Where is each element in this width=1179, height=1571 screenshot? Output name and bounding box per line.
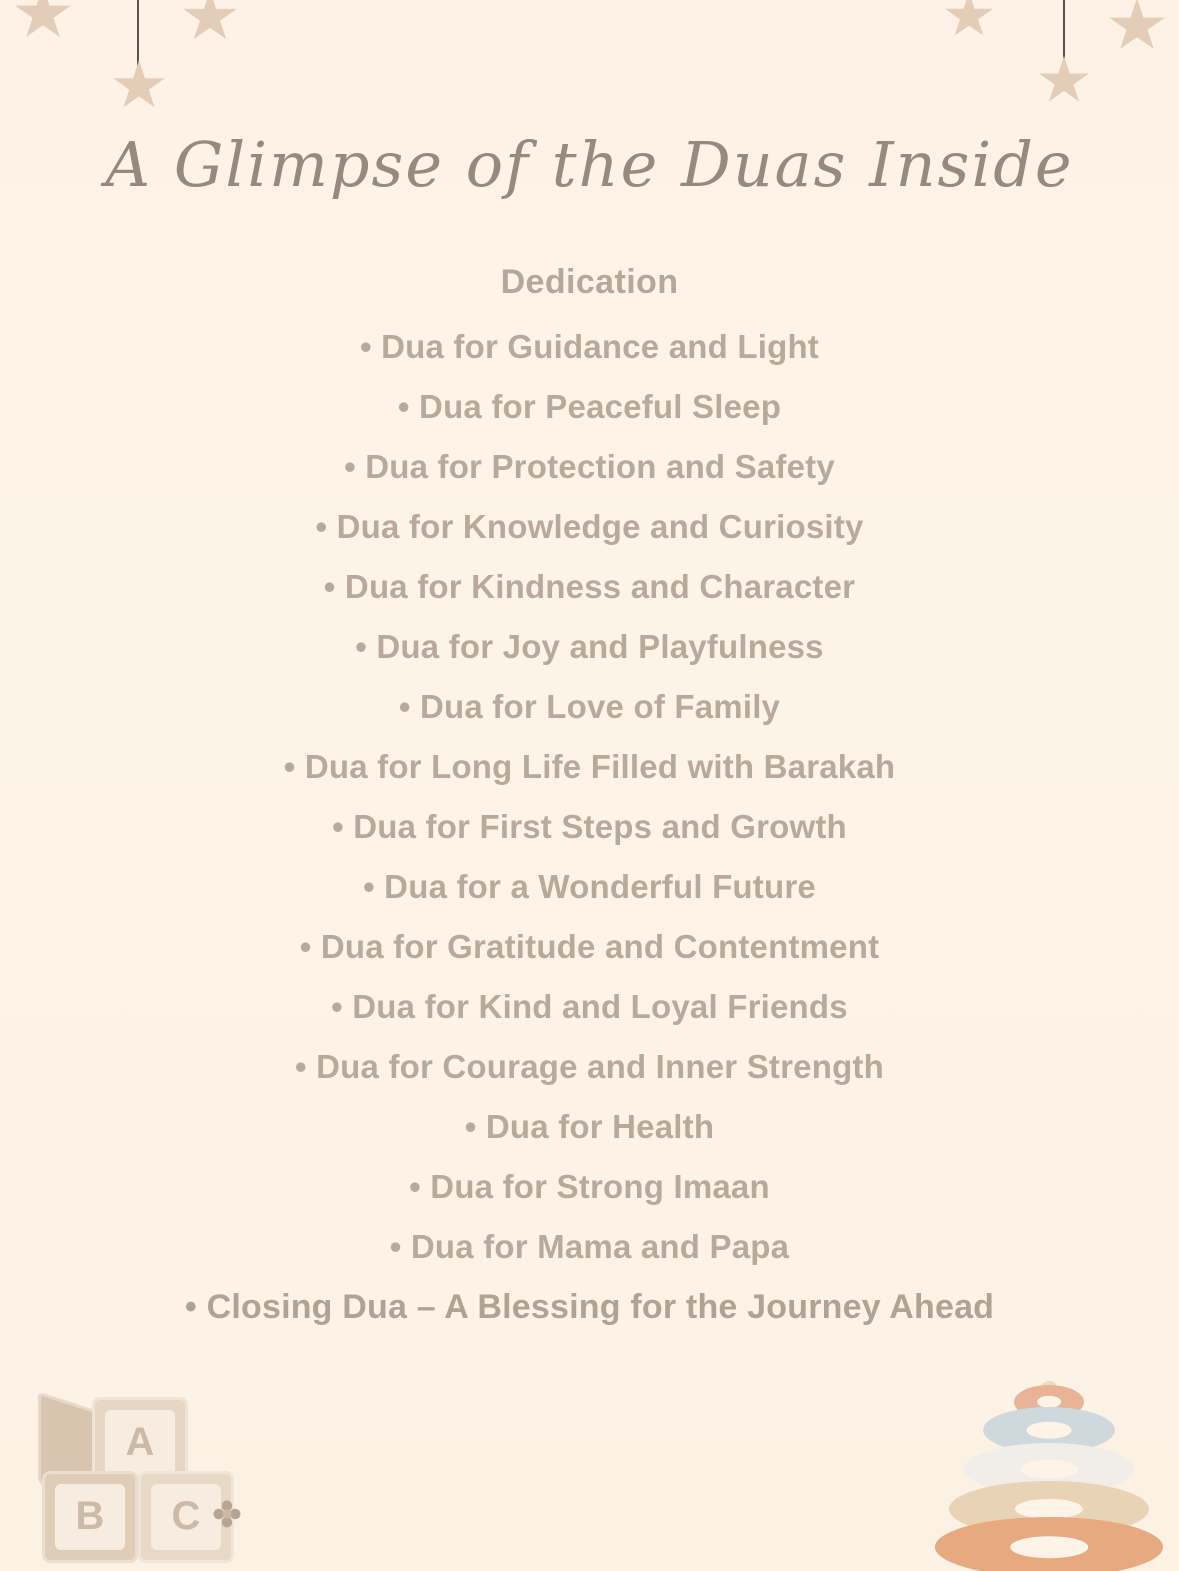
list-item: • Closing Dua – A Blessing for the Journey Ahead — [184, 1287, 995, 1326]
block-letter-b-label: B — [55, 1484, 124, 1550]
string-line — [1063, 0, 1065, 62]
contents-section — [0, 262, 1179, 1337]
page-title: A Glimpse of the Duas Inside — [105, 128, 1074, 201]
list-item: • Dua for Guidance and Light — [360, 327, 819, 365]
list-item: • Dua for Love of Family — [398, 687, 781, 725]
list-item: • Dua for Peaceful Sleep — [397, 387, 782, 425]
list-item: • Dua for Long Life Filled with Barakah — [283, 747, 896, 785]
star-icon — [112, 60, 166, 112]
list-item: • Dua for Kind and Loyal Friends — [331, 987, 848, 1025]
star-icon — [944, 0, 994, 40]
list-item: • Dua for Knowledge and Curiosity — [315, 507, 864, 545]
string-line — [137, 0, 139, 66]
list-item: • Dua for Gratitude and Contentment — [299, 927, 880, 965]
list-item: • Dua for Courage and Inner Strength — [295, 1047, 884, 1085]
block-letter-b — [42, 1471, 138, 1563]
ring-5 — [935, 1517, 1163, 1571]
stacking-rings-illustration — [929, 1341, 1169, 1571]
list-item: • Dua for Strong Imaan — [409, 1167, 770, 1205]
ring-hole — [1010, 1536, 1088, 1558]
list-item: • Dua for Kindness and Character — [323, 567, 856, 605]
star-icon — [1038, 56, 1090, 106]
star-icon — [182, 0, 238, 44]
list-item: • Dua for First Steps and Growth — [332, 807, 847, 845]
section-heading-dedication: Dedication — [500, 263, 679, 301]
list-item: • Dua for Joy and Playfulness — [355, 627, 824, 665]
dua-list — [0, 317, 1179, 1337]
list-item: • Dua for Protection and Safety — [344, 447, 835, 485]
star-icon — [1108, 0, 1166, 54]
list-item: • Dua for a Wonderful Future — [363, 867, 816, 905]
ring-hole — [1020, 1460, 1078, 1479]
block-letter-c-label: C — [151, 1484, 220, 1550]
list-item: • Dua for Health — [464, 1107, 715, 1145]
block-letter-a-label: A — [105, 1410, 174, 1476]
list-item: • Dua for Mama and Papa — [389, 1227, 790, 1265]
ring-hole — [1027, 1422, 1072, 1439]
star-icon — [14, 0, 72, 42]
alphabet-blocks-illustration — [34, 1371, 254, 1571]
flower-icon — [212, 1499, 242, 1529]
